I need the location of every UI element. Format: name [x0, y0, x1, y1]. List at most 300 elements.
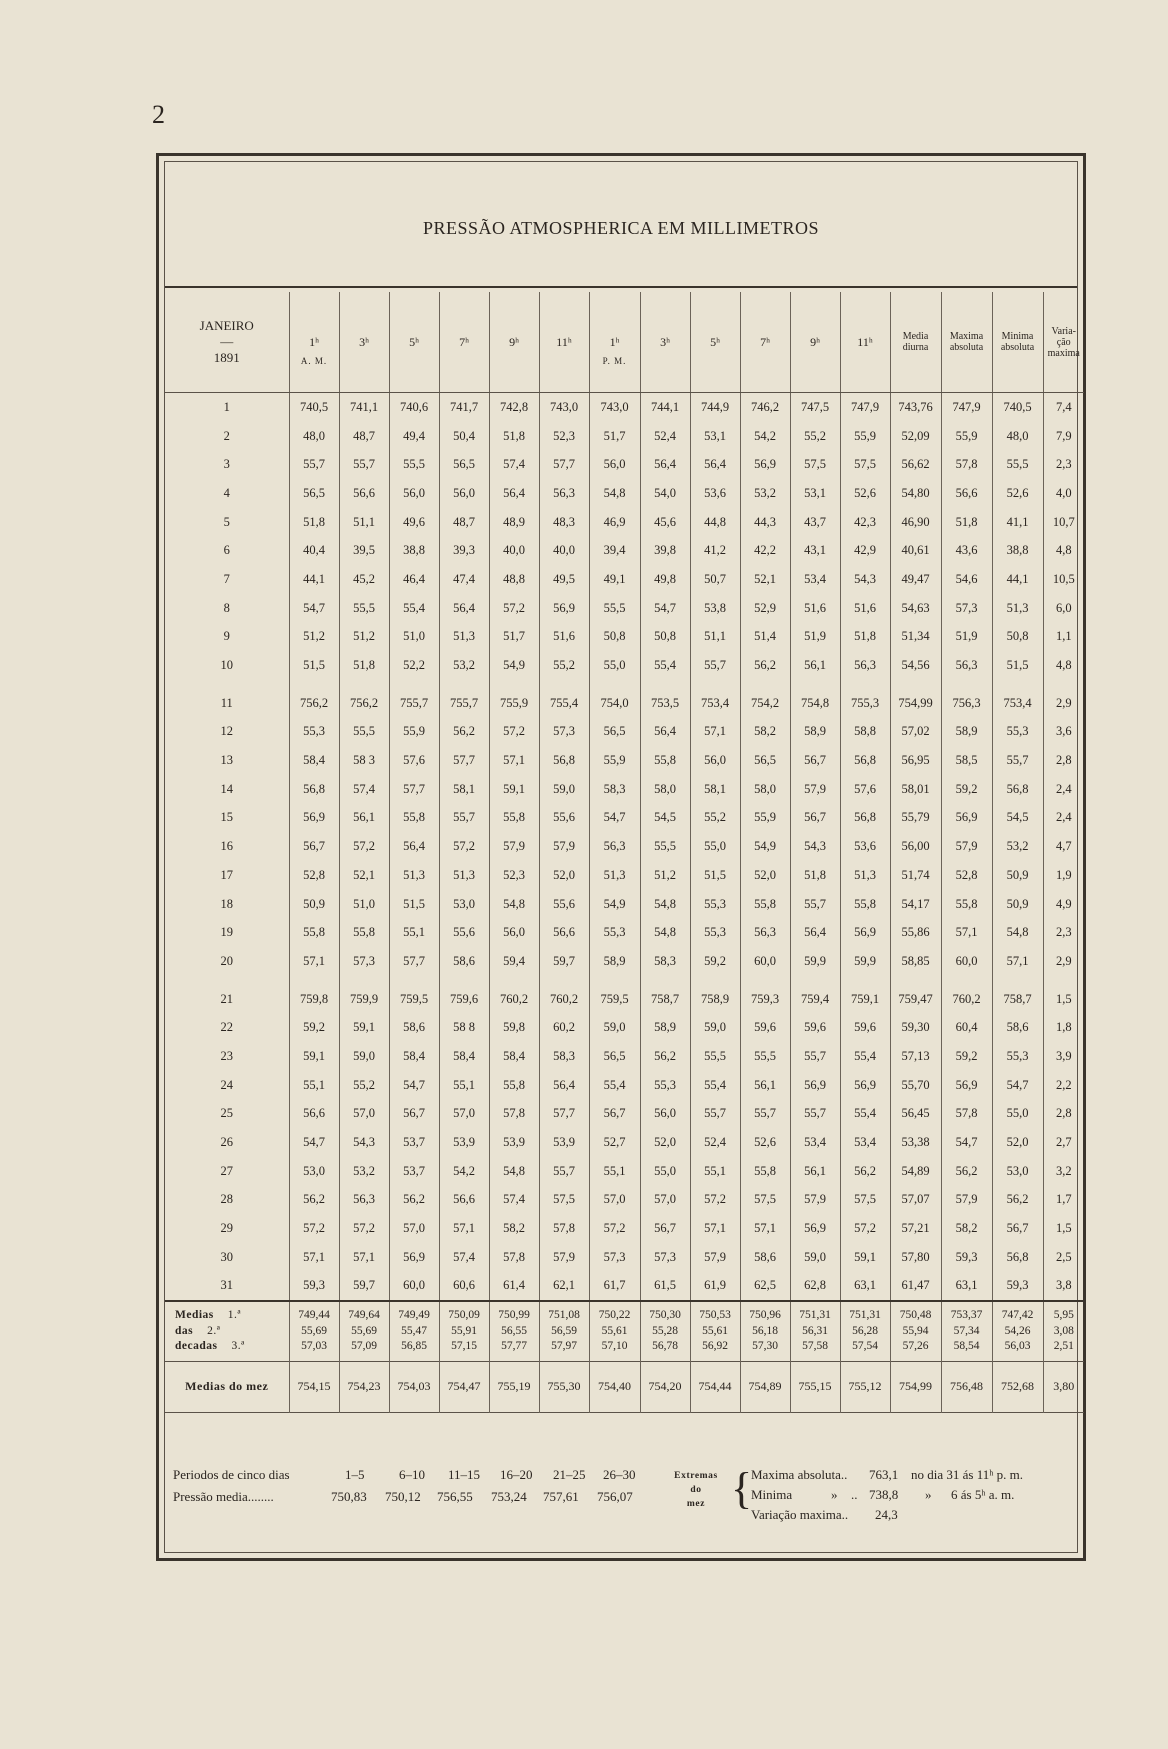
value-cell: 53,1 — [790, 479, 840, 508]
period-cell: 26–30 — [603, 1467, 636, 1482]
value-cell: 52,0 — [740, 861, 790, 890]
value-cell: 61,5 — [640, 1272, 690, 1302]
value-cell: 57,1 — [339, 1243, 389, 1272]
value-cell: 4,9 — [1043, 890, 1084, 919]
hour-header: 3ʰ — [640, 292, 690, 393]
value-cell: 753,4 — [690, 689, 740, 718]
value-cell: 55,8 — [339, 918, 389, 947]
value-cell: 56,18 — [740, 1324, 790, 1340]
value-cell: 56,45 — [890, 1100, 941, 1129]
value-cell: 56,1 — [339, 804, 389, 833]
value-cell: 57,2 — [289, 1214, 339, 1243]
pm-label: P. M. — [602, 356, 627, 366]
value-cell: 52,6 — [992, 479, 1043, 508]
value-cell: 55,9 — [840, 422, 890, 451]
value-cell: 743,0 — [539, 393, 589, 422]
month-dash: — — [220, 334, 234, 349]
value-cell: 56,2 — [389, 1186, 439, 1215]
value-cell: 55,86 — [890, 918, 941, 947]
value-cell: 57,7 — [539, 1100, 589, 1129]
value-cell: 759,8 — [289, 985, 339, 1014]
value-cell: 754,47 — [439, 1361, 489, 1412]
value-cell: 47,4 — [439, 565, 489, 594]
value-cell: 40,0 — [539, 536, 589, 565]
value-cell: 57,77 — [489, 1339, 539, 1361]
value-cell: 58,01 — [890, 775, 941, 804]
value-cell: 54,7 — [289, 594, 339, 623]
table-row — [165, 422, 1084, 451]
value-cell: 55,94 — [890, 1324, 941, 1340]
value-cell: 53,9 — [539, 1128, 589, 1157]
value-cell: 39,5 — [339, 536, 389, 565]
value-cell: 60,0 — [941, 947, 992, 976]
value-cell: 55,61 — [589, 1324, 640, 1340]
value-cell: 55,6 — [539, 890, 589, 919]
value-cell: 747,42 — [992, 1302, 1043, 1324]
pressure-mean-cell: 750,83 — [331, 1489, 367, 1504]
value-cell: 56,2 — [289, 1186, 339, 1215]
table-row — [165, 746, 1084, 775]
value-cell: 7,9 — [1043, 422, 1084, 451]
table-row — [165, 861, 1084, 890]
month-mean-row — [165, 1361, 1084, 1412]
value-cell: 55,5 — [589, 594, 640, 623]
value-cell: 59,8 — [489, 1013, 539, 1042]
value-cell: 55,8 — [740, 1157, 790, 1186]
value-cell: 54,8 — [640, 918, 690, 947]
period-cell: 6–10 — [399, 1467, 425, 1482]
hour-header: 7ʰ — [439, 292, 489, 393]
value-cell: 53,0 — [992, 1157, 1043, 1186]
value-cell: 55,7 — [539, 1157, 589, 1186]
value-cell: 55,7 — [790, 1100, 840, 1129]
value-cell: 55,0 — [992, 1100, 1043, 1129]
value-cell: 57,5 — [840, 450, 890, 479]
table-row — [165, 804, 1084, 833]
value-cell: 42,2 — [740, 536, 790, 565]
value-cell: 55,7 — [439, 804, 489, 833]
value-cell: 42,9 — [840, 536, 890, 565]
value-cell: 63,1 — [941, 1272, 992, 1302]
value-cell: 2,4 — [1043, 804, 1084, 833]
value-cell: 50,9 — [992, 890, 1043, 919]
value-cell: 57,9 — [539, 832, 589, 861]
day-cell: 9 — [223, 629, 230, 644]
value-cell: 56,95 — [890, 746, 941, 775]
value-cell: 751,08 — [539, 1302, 589, 1324]
value-cell: 55,9 — [389, 718, 439, 747]
value-cell: 54,3 — [790, 832, 840, 861]
value-cell: 58 8 — [439, 1013, 489, 1042]
value-cell: 52,6 — [840, 479, 890, 508]
table-title: PRESSÃO ATMOSPHERICA EM MILLIMETROS — [422, 218, 820, 238]
value-cell: 55,8 — [489, 1071, 539, 1100]
value-cell: 48,0 — [992, 422, 1043, 451]
value-cell: 55,5 — [640, 832, 690, 861]
value-cell: 56,8 — [539, 746, 589, 775]
value-cell: 56,9 — [539, 594, 589, 623]
value-cell: 54,7 — [589, 804, 640, 833]
value-cell: 57,1 — [489, 746, 539, 775]
value-cell: 51,3 — [840, 861, 890, 890]
hour-header: 9ʰ — [489, 292, 539, 393]
value-cell: 754,89 — [740, 1361, 790, 1412]
value-cell: 55,3 — [992, 718, 1043, 747]
value-cell: 55,9 — [941, 422, 992, 451]
day-cell: 18 — [220, 896, 233, 911]
value-cell: 56,2 — [439, 718, 489, 747]
table-row — [165, 1214, 1084, 1243]
value-cell: 51,9 — [941, 623, 992, 652]
value-cell: 55,7 — [790, 1042, 840, 1071]
value-cell: 57,09 — [339, 1339, 389, 1361]
value-cell: 57,1 — [740, 1214, 790, 1243]
value-cell: 51,8 — [339, 651, 389, 680]
value-cell: 55,61 — [690, 1324, 740, 1340]
decade-mean-row — [165, 1302, 1084, 1324]
value-cell: 56,1 — [740, 1071, 790, 1100]
value-cell: 41,2 — [690, 536, 740, 565]
hour-header: 3ʰ — [339, 292, 389, 393]
value-cell: 56,31 — [790, 1324, 840, 1340]
value-cell: 52,3 — [489, 861, 539, 890]
value-cell: 57,2 — [489, 718, 539, 747]
value-cell: 758,7 — [640, 985, 690, 1014]
value-cell: 755,30 — [539, 1361, 589, 1412]
value-cell: 59,1 — [489, 775, 539, 804]
value-cell: 2,8 — [1043, 1100, 1084, 1129]
value-cell: 49,5 — [539, 565, 589, 594]
value-cell: 754,99 — [890, 1361, 941, 1412]
value-cell: 57,5 — [539, 1186, 589, 1215]
value-cell: 55,6 — [539, 804, 589, 833]
value-cell: 53,38 — [890, 1128, 941, 1157]
value-cell: 51,0 — [389, 623, 439, 652]
value-cell: 56,1 — [790, 651, 840, 680]
value-cell: 52,2 — [389, 651, 439, 680]
value-cell: 2,51 — [1043, 1339, 1084, 1361]
value-cell: 52,3 — [539, 422, 589, 451]
page-number: 2 — [152, 100, 165, 129]
day-cell: 1 — [223, 399, 230, 414]
value-cell: 54,7 — [389, 1071, 439, 1100]
value-cell: 49,8 — [640, 565, 690, 594]
value-cell: 51,3 — [439, 623, 489, 652]
periods-label: Periodos de cinco dias — [173, 1467, 290, 1482]
value-cell: 59,30 — [890, 1013, 941, 1042]
value-cell: 51,9 — [790, 623, 840, 652]
value-cell: 55,8 — [740, 890, 790, 919]
value-cell: 52,0 — [539, 861, 589, 890]
value-cell: 56,9 — [790, 1071, 840, 1100]
value-cell: 59,6 — [740, 1013, 790, 1042]
value-cell: 57,1 — [992, 947, 1043, 976]
value-cell: 55,70 — [890, 1071, 941, 1100]
value-cell: 1,9 — [1043, 861, 1084, 890]
value-cell: 755,9 — [489, 689, 539, 718]
value-cell: 55,4 — [589, 1071, 640, 1100]
value-cell: 58,1 — [690, 775, 740, 804]
period-cell: 16–20 — [500, 1467, 533, 1482]
value-cell: 56,6 — [289, 1100, 339, 1129]
value-cell: 57,07 — [890, 1186, 941, 1215]
value-cell: 57,26 — [890, 1339, 941, 1361]
value-cell: 2,9 — [1043, 689, 1084, 718]
value-cell: 57,9 — [539, 1243, 589, 1272]
value-cell: 57,0 — [389, 1214, 439, 1243]
table-row — [165, 536, 1084, 565]
value-cell: 58,6 — [740, 1243, 790, 1272]
value-cell: 55,6 — [439, 918, 489, 947]
value-cell: 56,2 — [992, 1186, 1043, 1215]
value-cell: 59,3 — [289, 1272, 339, 1302]
value-cell: 754,15 — [289, 1361, 339, 1412]
value-cell: 59,2 — [941, 1042, 992, 1071]
value-cell: 57,9 — [941, 1186, 992, 1215]
value-cell: 57,5 — [740, 1186, 790, 1215]
value-cell: 56,0 — [439, 479, 489, 508]
value-cell: 53,7 — [389, 1128, 439, 1157]
value-cell: 56,8 — [289, 775, 339, 804]
value-cell: 60,2 — [539, 1013, 589, 1042]
value-cell: 59,0 — [790, 1243, 840, 1272]
value-cell: 57,10 — [589, 1339, 640, 1361]
pressure-mean-cell: 757,61 — [543, 1489, 579, 1504]
value-cell: 50,8 — [589, 623, 640, 652]
value-cell: 60,4 — [941, 1013, 992, 1042]
value-cell: 58,6 — [992, 1013, 1043, 1042]
value-cell: 3,8 — [1043, 1272, 1084, 1302]
value-cell: 55,69 — [289, 1324, 339, 1340]
value-cell: 56,55 — [489, 1324, 539, 1340]
month-header — [165, 292, 289, 393]
day-cell: 31 — [220, 1278, 233, 1293]
value-cell: 52,6 — [740, 1128, 790, 1157]
value-cell: 56,4 — [489, 479, 539, 508]
hour-header: 1ʰ P. M. — [589, 292, 640, 393]
value-cell: 57,15 — [439, 1339, 489, 1361]
value-cell: 55,7 — [690, 1100, 740, 1129]
maxima-header: Maxima absoluta — [941, 292, 992, 393]
value-cell: 54,7 — [289, 1128, 339, 1157]
value-cell: 58,9 — [589, 947, 640, 976]
value-cell: 48,0 — [289, 422, 339, 451]
value-cell: 55,0 — [690, 832, 740, 861]
hour-header: 1ʰ A. M. — [289, 292, 339, 393]
value-cell: 59,7 — [339, 1272, 389, 1302]
day-cell: 22 — [220, 1020, 233, 1035]
value-cell: 39,3 — [439, 536, 489, 565]
value-cell: 55,3 — [640, 1071, 690, 1100]
value-cell: 754,8 — [790, 689, 840, 718]
value-cell: 760,2 — [539, 985, 589, 1014]
table-row — [165, 1100, 1084, 1129]
value-cell: 55,9 — [589, 746, 640, 775]
value-cell: 50,8 — [992, 623, 1043, 652]
value-cell: 51,3 — [439, 861, 489, 890]
value-cell: 52,4 — [690, 1128, 740, 1157]
value-cell: 57,9 — [790, 1186, 840, 1215]
value-cell: 4,8 — [1043, 536, 1084, 565]
value-cell: 56,7 — [790, 746, 840, 775]
value-cell: 59,9 — [840, 947, 890, 976]
table-row — [165, 651, 1084, 680]
value-cell: 40,0 — [489, 536, 539, 565]
value-cell: 746,2 — [740, 393, 790, 422]
value-cell: 58,4 — [439, 1042, 489, 1071]
value-cell: 51,8 — [840, 623, 890, 652]
value-cell: 744,1 — [640, 393, 690, 422]
value-cell: 49,6 — [389, 508, 439, 537]
value-cell: 1,1 — [1043, 623, 1084, 652]
value-cell: 58,4 — [489, 1042, 539, 1071]
value-cell: 59,2 — [690, 947, 740, 976]
value-cell: 56,85 — [389, 1339, 439, 1361]
value-cell: 56,5 — [439, 450, 489, 479]
value-cell: 56,9 — [840, 1071, 890, 1100]
value-cell: 57,0 — [640, 1186, 690, 1215]
value-cell: 3,9 — [1043, 1042, 1084, 1071]
pressure-table — [165, 292, 1084, 1413]
value-cell: 56,5 — [289, 479, 339, 508]
value-cell: 55,7 — [339, 450, 389, 479]
value-cell: 54,9 — [489, 651, 539, 680]
value-cell: 48,7 — [439, 508, 489, 537]
value-cell: 755,7 — [439, 689, 489, 718]
value-cell: 755,19 — [489, 1361, 539, 1412]
value-cell: 43,7 — [790, 508, 840, 537]
value-cell: 55,47 — [389, 1324, 439, 1340]
table-body — [165, 393, 1084, 1413]
value-cell: 2,9 — [1043, 947, 1084, 976]
value-cell: 57,4 — [489, 450, 539, 479]
value-cell: 54,17 — [890, 890, 941, 919]
value-cell: 49,1 — [589, 565, 640, 594]
value-cell: 740,5 — [289, 393, 339, 422]
value-cell: 56,9 — [840, 918, 890, 947]
value-cell: 753,5 — [640, 689, 690, 718]
value-cell: 56,0 — [489, 918, 539, 947]
value-cell: 756,3 — [941, 689, 992, 718]
value-cell: 55,1 — [389, 918, 439, 947]
value-cell: 1,7 — [1043, 1186, 1084, 1215]
value-cell: 38,8 — [389, 536, 439, 565]
value-cell: 759,1 — [840, 985, 890, 1014]
value-cell: 2,3 — [1043, 918, 1084, 947]
table-row — [165, 985, 1084, 1014]
value-cell: 56,6 — [941, 479, 992, 508]
value-cell: 48,9 — [489, 508, 539, 537]
table-frame — [156, 153, 1086, 1561]
table-row — [165, 508, 1084, 537]
value-cell: 55,5 — [740, 1042, 790, 1071]
value-cell: 52,8 — [289, 861, 339, 890]
value-cell: 759,5 — [589, 985, 640, 1014]
value-cell: 57,5 — [790, 450, 840, 479]
value-cell: 56,2 — [840, 1157, 890, 1186]
value-cell: 50,9 — [289, 890, 339, 919]
decade-gap — [165, 680, 1084, 689]
value-cell: 45,2 — [339, 565, 389, 594]
value-cell: 59,7 — [539, 947, 589, 976]
value-cell: 57,1 — [439, 1214, 489, 1243]
value-cell: 51,6 — [790, 594, 840, 623]
hour-header: 7ʰ — [740, 292, 790, 393]
table-row — [165, 832, 1084, 861]
value-cell: 743,0 — [589, 393, 640, 422]
value-cell: 49,47 — [890, 565, 941, 594]
day-cell: 16 — [220, 839, 233, 854]
table-inner-frame — [164, 161, 1078, 1553]
value-cell: 40,61 — [890, 536, 941, 565]
table-row — [165, 890, 1084, 919]
value-cell: 52,7 — [589, 1128, 640, 1157]
value-cell: 57,4 — [339, 775, 389, 804]
value-cell: 747,5 — [790, 393, 840, 422]
day-cell: 13 — [220, 753, 233, 768]
value-cell: 3,08 — [1043, 1324, 1084, 1340]
value-cell: 55,28 — [640, 1324, 690, 1340]
value-cell: 56,7 — [640, 1214, 690, 1243]
value-cell: 759,5 — [389, 985, 439, 1014]
value-cell: 40,4 — [289, 536, 339, 565]
hour-header: 9ʰ — [790, 292, 840, 393]
table-row — [165, 1042, 1084, 1071]
value-cell: 62,5 — [740, 1272, 790, 1302]
title-rule — [165, 286, 1077, 288]
table-row — [165, 1128, 1084, 1157]
value-cell: 51,8 — [790, 861, 840, 890]
value-cell: 56,0 — [640, 1100, 690, 1129]
value-cell: 53,4 — [790, 565, 840, 594]
value-cell: 55,0 — [640, 1157, 690, 1186]
value-cell: 58,6 — [439, 947, 489, 976]
value-cell: 55,8 — [289, 918, 339, 947]
value-cell: 45,6 — [640, 508, 690, 537]
value-cell: 51,3 — [389, 861, 439, 890]
value-cell: 55,91 — [439, 1324, 489, 1340]
value-cell: 56,3 — [589, 832, 640, 861]
value-cell: 55,1 — [289, 1071, 339, 1100]
value-cell: 57,0 — [339, 1100, 389, 1129]
value-cell: 58,4 — [389, 1042, 439, 1071]
value-cell: 56,78 — [640, 1339, 690, 1361]
value-cell: 57,0 — [439, 1100, 489, 1129]
value-cell: 752,68 — [992, 1361, 1043, 1412]
value-cell: 750,30 — [640, 1302, 690, 1324]
value-cell: 55,5 — [992, 450, 1043, 479]
value-cell: 54,3 — [840, 565, 890, 594]
value-cell: 758,7 — [992, 985, 1043, 1014]
value-cell: 56,8 — [992, 1243, 1043, 1272]
value-cell: 60,6 — [439, 1272, 489, 1302]
value-cell: 747,9 — [941, 393, 992, 422]
value-cell: 55,4 — [840, 1100, 890, 1129]
value-cell: 56,3 — [539, 479, 589, 508]
value-cell: 57,1 — [941, 918, 992, 947]
value-cell: 2,8 — [1043, 746, 1084, 775]
value-cell: 10,7 — [1043, 508, 1084, 537]
value-cell: 57,8 — [539, 1214, 589, 1243]
value-cell: 57,8 — [941, 450, 992, 479]
value-cell: 759,3 — [740, 985, 790, 1014]
hour-header: 5ʰ — [690, 292, 740, 393]
value-cell: 55,3 — [589, 918, 640, 947]
value-cell: 1,5 — [1043, 1214, 1084, 1243]
value-cell: 55,7 — [289, 450, 339, 479]
value-cell: 52,1 — [740, 565, 790, 594]
month-label: JANEIRO — [199, 318, 254, 333]
